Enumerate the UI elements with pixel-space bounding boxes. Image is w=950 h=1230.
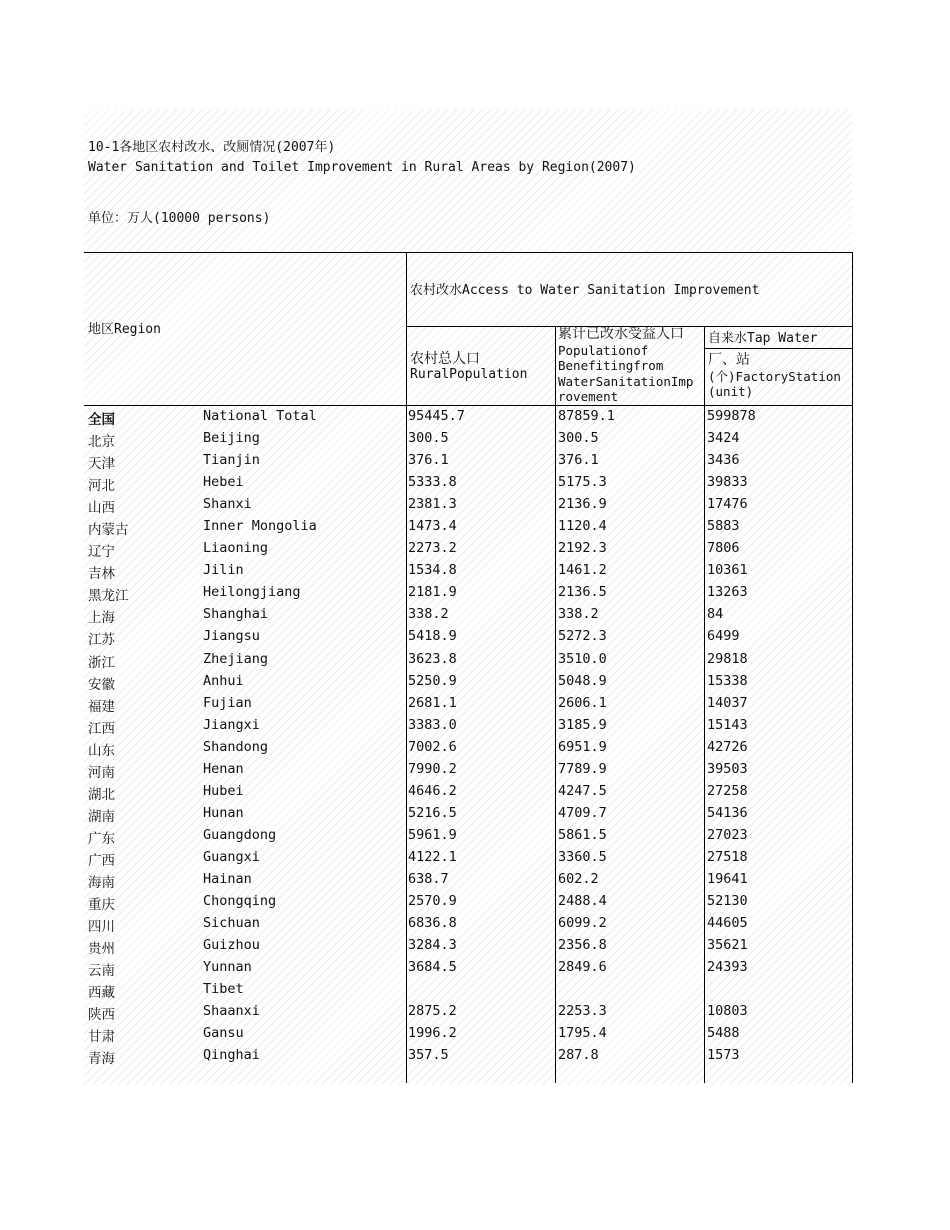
header-factory-station bbox=[708, 353, 841, 400]
region-en: Henan bbox=[203, 760, 244, 777]
rural-population: 5216.5 bbox=[408, 804, 457, 821]
benefiting-population: 5861.5 bbox=[558, 826, 607, 843]
table-title-en: Water Sanitation and Toilet Improvement in Rural Areas by Region(2007) bbox=[88, 160, 636, 175]
header-station-3: (unit) bbox=[708, 384, 754, 399]
table-row bbox=[84, 737, 852, 759]
rural-population: 1534.8 bbox=[408, 562, 457, 579]
table-row bbox=[84, 626, 852, 648]
region-cn: 上海 bbox=[88, 610, 115, 627]
table-row bbox=[84, 715, 852, 737]
table-row bbox=[84, 428, 852, 450]
factory-stations: 13263 bbox=[707, 584, 748, 601]
region-en: Jilin bbox=[203, 562, 244, 579]
region-cn: 山西 bbox=[88, 500, 115, 517]
rural-population: 3684.5 bbox=[408, 959, 457, 976]
benefiting-population: 2136.5 bbox=[558, 584, 607, 601]
header-benefit-en-3: WaterSanitationImp bbox=[558, 373, 694, 389]
region-cn: 黑龙江 bbox=[88, 588, 129, 605]
header-rural-population bbox=[410, 352, 527, 382]
table-row bbox=[84, 450, 852, 472]
region-en: Shanghai bbox=[203, 606, 269, 623]
table-row bbox=[84, 649, 852, 671]
rural-population: 2681.1 bbox=[408, 694, 457, 711]
factory-stations: 14037 bbox=[707, 694, 748, 711]
benefiting-population: 4247.5 bbox=[558, 782, 607, 799]
region-cn: 江西 bbox=[88, 720, 115, 737]
factory-stations: 39833 bbox=[707, 474, 748, 491]
benefiting-population: 287.8 bbox=[558, 1047, 599, 1064]
table-row bbox=[84, 560, 852, 582]
region-cn: 内蒙古 bbox=[88, 522, 129, 539]
table-row bbox=[84, 1023, 852, 1045]
benefiting-population: 5175.3 bbox=[558, 474, 607, 491]
region-cn: 河南 bbox=[88, 764, 115, 781]
region-en: Jiangsu bbox=[203, 628, 260, 645]
region-en: Shaanxi bbox=[203, 1003, 260, 1020]
rural-population: 2273.2 bbox=[408, 540, 457, 557]
table-row bbox=[84, 472, 852, 494]
factory-stations: 42726 bbox=[707, 738, 748, 755]
table-row bbox=[84, 869, 852, 891]
benefiting-population: 7789.9 bbox=[558, 760, 607, 777]
factory-stations: 39503 bbox=[707, 760, 748, 777]
rural-population: 5418.9 bbox=[408, 628, 457, 645]
table-row bbox=[84, 516, 852, 538]
rural-population: 2381.3 bbox=[408, 496, 457, 513]
region-en: Hebei bbox=[203, 474, 244, 491]
header-benefit-en-2: Benefitingfrom bbox=[558, 358, 664, 373]
table-top-border bbox=[84, 252, 853, 253]
header-benefiting-population bbox=[558, 327, 693, 405]
rural-population: 5961.9 bbox=[408, 826, 457, 843]
region-cn: 福建 bbox=[88, 698, 115, 715]
table-row bbox=[84, 582, 852, 604]
region-cn: 安徽 bbox=[88, 676, 115, 693]
table-row bbox=[84, 693, 852, 715]
factory-stations: 10803 bbox=[707, 1003, 748, 1020]
region-cn: 辽宁 bbox=[88, 544, 115, 561]
benefiting-population: 2136.9 bbox=[558, 496, 607, 513]
region-cn: 广东 bbox=[88, 830, 115, 847]
factory-stations: 19641 bbox=[707, 870, 748, 887]
header-tap-water: 自来水Tap Water bbox=[708, 331, 818, 346]
rural-population: 6836.8 bbox=[408, 915, 457, 932]
rural-population: 2570.9 bbox=[408, 893, 457, 910]
factory-stations: 17476 bbox=[707, 496, 748, 513]
header-benefit-cn: 累计已改水受益人口 bbox=[558, 326, 684, 342]
table-row bbox=[84, 803, 852, 825]
rural-population: 7990.2 bbox=[408, 760, 457, 777]
table-row bbox=[84, 913, 852, 935]
rural-population: 2181.9 bbox=[408, 584, 457, 601]
benefiting-population: 1120.4 bbox=[558, 518, 607, 535]
factory-stations: 5883 bbox=[707, 518, 740, 535]
table-row bbox=[84, 671, 852, 693]
region-cn: 青海 bbox=[88, 1051, 115, 1068]
rural-population: 357.5 bbox=[408, 1047, 449, 1064]
table-row bbox=[84, 1001, 852, 1023]
factory-stations: 44605 bbox=[707, 915, 748, 932]
benefiting-population: 3185.9 bbox=[558, 716, 607, 733]
factory-stations: 54136 bbox=[707, 804, 748, 821]
factory-stations: 3424 bbox=[707, 430, 740, 447]
benefiting-population: 6951.9 bbox=[558, 738, 607, 755]
factory-stations: 27518 bbox=[707, 848, 748, 865]
rural-population: 5333.8 bbox=[408, 474, 457, 491]
header-station-1: 厂、站 bbox=[708, 352, 750, 368]
rural-population: 2875.2 bbox=[408, 1003, 457, 1020]
header-benefit-en-4: rovement bbox=[558, 389, 619, 404]
rural-population: 1996.2 bbox=[408, 1025, 457, 1042]
table-row bbox=[84, 759, 852, 781]
region-en: Beijing bbox=[203, 430, 260, 447]
region-cn: 全国 bbox=[88, 412, 115, 428]
region-en: Shanxi bbox=[203, 496, 252, 513]
factory-stations: 6499 bbox=[707, 628, 740, 645]
rural-population: 300.5 bbox=[408, 430, 449, 447]
region-en: Anhui bbox=[203, 672, 244, 689]
header-station-2: (个)FactoryStation bbox=[708, 368, 841, 384]
region-en: Heilongjiang bbox=[203, 584, 301, 601]
benefiting-population: 5272.3 bbox=[558, 628, 607, 645]
factory-stations: 15143 bbox=[707, 716, 748, 733]
region-en: National Total bbox=[203, 408, 317, 424]
rural-population: 95445.7 bbox=[408, 408, 465, 424]
region-cn: 西藏 bbox=[88, 985, 115, 1002]
region-en: Fujian bbox=[203, 694, 252, 711]
region-en: Tibet bbox=[203, 981, 244, 998]
rural-population: 7002.6 bbox=[408, 738, 457, 755]
unit-label: 单位：万人(10000 persons) bbox=[88, 211, 271, 226]
rural-population: 338.2 bbox=[408, 606, 449, 623]
table-row bbox=[84, 891, 852, 913]
factory-stations: 24393 bbox=[707, 959, 748, 976]
benefiting-population: 338.2 bbox=[558, 606, 599, 623]
region-cn: 浙江 bbox=[88, 654, 115, 671]
benefiting-population: 2849.6 bbox=[558, 959, 607, 976]
benefiting-population: 376.1 bbox=[558, 452, 599, 469]
factory-stations: 29818 bbox=[707, 650, 748, 667]
factory-stations: 5488 bbox=[707, 1025, 740, 1042]
factory-stations: 1573 bbox=[707, 1047, 740, 1064]
factory-stations: 10361 bbox=[707, 562, 748, 579]
table-row bbox=[84, 406, 852, 428]
benefiting-population: 2488.4 bbox=[558, 893, 607, 910]
benefiting-population: 300.5 bbox=[558, 430, 599, 447]
table-body bbox=[84, 406, 852, 1067]
header-water-improvement: 农村改水Access to Water Sanitation Improvement bbox=[410, 283, 760, 298]
table-title-cn: 10-1各地区农村改水、改厕情况(2007年) bbox=[88, 140, 336, 155]
rural-population: 376.1 bbox=[408, 452, 449, 469]
region-cn: 贵州 bbox=[88, 941, 115, 958]
region-cn: 广西 bbox=[88, 852, 115, 869]
factory-stations: 599878 bbox=[707, 408, 756, 424]
table-row bbox=[84, 825, 852, 847]
header-region: 地区Region bbox=[88, 322, 161, 337]
region-en: Guangdong bbox=[203, 826, 277, 843]
region-en: Hubei bbox=[203, 782, 244, 799]
region-cn: 湖南 bbox=[88, 808, 115, 825]
benefiting-population: 5048.9 bbox=[558, 672, 607, 689]
region-cn: 海南 bbox=[88, 874, 115, 891]
benefiting-population: 1795.4 bbox=[558, 1025, 607, 1042]
factory-stations: 35621 bbox=[707, 937, 748, 954]
region-en: Liaoning bbox=[203, 540, 269, 557]
benefiting-population: 4709.7 bbox=[558, 804, 607, 821]
rural-population: 1473.4 bbox=[408, 518, 457, 535]
region-en: Chongqing bbox=[203, 893, 277, 910]
header-benefit-en-1: Populationof bbox=[558, 342, 649, 358]
factory-stations: 7806 bbox=[707, 540, 740, 557]
region-en: Jiangxi bbox=[203, 716, 260, 733]
table-row bbox=[84, 494, 852, 516]
benefiting-population: 2606.1 bbox=[558, 694, 607, 711]
region-cn: 湖北 bbox=[88, 786, 115, 803]
region-cn: 四川 bbox=[88, 919, 115, 936]
region-en: Zhejiang bbox=[203, 650, 269, 667]
region-cn: 河北 bbox=[88, 478, 115, 495]
region-en: Tianjin bbox=[203, 452, 260, 469]
region-cn: 山东 bbox=[88, 742, 115, 759]
header-rural-population-en: RuralPopulation bbox=[410, 367, 528, 382]
factory-stations: 27023 bbox=[707, 826, 748, 843]
factory-stations: 84 bbox=[707, 606, 724, 623]
header-rural-population-cn: 农村总人口 bbox=[410, 351, 480, 367]
rural-population: 3623.8 bbox=[408, 650, 457, 667]
region-cn: 北京 bbox=[88, 434, 115, 451]
region-cn: 天津 bbox=[88, 456, 115, 473]
rural-population: 4122.1 bbox=[408, 848, 457, 865]
table-row bbox=[84, 847, 852, 869]
region-cn: 云南 bbox=[88, 963, 115, 980]
rural-population: 4646.2 bbox=[408, 782, 457, 799]
region-cn: 重庆 bbox=[88, 897, 115, 914]
rural-population: 3383.0 bbox=[408, 716, 457, 733]
factory-stations: 52130 bbox=[707, 893, 748, 910]
region-cn: 吉林 bbox=[88, 566, 115, 583]
benefiting-population: 2192.3 bbox=[558, 540, 607, 557]
region-en: Gansu bbox=[203, 1025, 244, 1042]
region-en: Inner Mongolia bbox=[203, 518, 317, 535]
factory-stations: 15338 bbox=[707, 672, 748, 689]
benefiting-population: 2356.8 bbox=[558, 937, 607, 954]
rural-population: 5250.9 bbox=[408, 672, 457, 689]
benefiting-population: 3360.5 bbox=[558, 848, 607, 865]
region-en: Qinghai bbox=[203, 1047, 260, 1064]
benefiting-population: 1461.2 bbox=[558, 562, 607, 579]
region-cn: 陕西 bbox=[88, 1007, 115, 1024]
factory-stations: 3436 bbox=[707, 452, 740, 469]
region-cn: 江苏 bbox=[88, 632, 115, 649]
region-en: Hainan bbox=[203, 870, 252, 887]
rural-population: 3284.3 bbox=[408, 937, 457, 954]
region-en: Guangxi bbox=[203, 848, 260, 865]
rural-population: 638.7 bbox=[408, 870, 449, 887]
factory-stations: 27258 bbox=[707, 782, 748, 799]
region-en: Yunnan bbox=[203, 959, 252, 976]
table-right-border bbox=[852, 252, 853, 1083]
table-row bbox=[84, 979, 852, 1001]
tap-water-divider bbox=[704, 348, 853, 349]
region-en: Sichuan bbox=[203, 915, 260, 932]
table-row bbox=[84, 957, 852, 979]
table-row bbox=[84, 781, 852, 803]
table-row bbox=[84, 604, 852, 626]
region-en: Hunan bbox=[203, 804, 244, 821]
table-row bbox=[84, 935, 852, 957]
region-cn: 甘肃 bbox=[88, 1029, 115, 1046]
benefiting-population: 602.2 bbox=[558, 870, 599, 887]
region-en: Guizhou bbox=[203, 937, 260, 954]
region-en: Shandong bbox=[203, 738, 269, 755]
benefiting-population: 3510.0 bbox=[558, 650, 607, 667]
benefiting-population: 6099.2 bbox=[558, 915, 607, 932]
benefiting-population: 87859.1 bbox=[558, 408, 615, 424]
benefiting-population: 2253.3 bbox=[558, 1003, 607, 1020]
table-row bbox=[84, 538, 852, 560]
table-row bbox=[84, 1045, 852, 1067]
